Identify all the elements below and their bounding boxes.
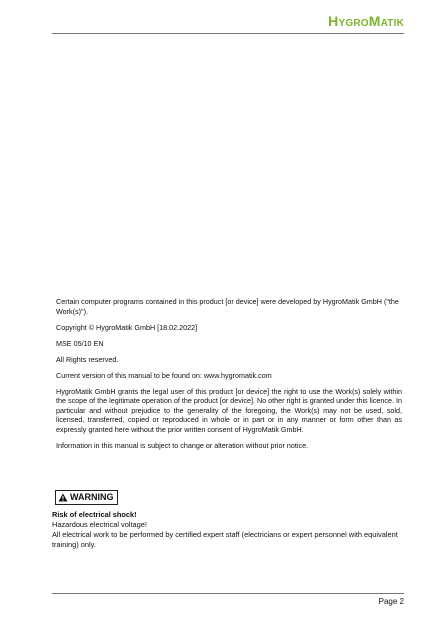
hygromatik-logo bbox=[328, 12, 404, 33]
paragraph-copyright-intro: Certain computer programs contained in this product [or device] were developed by HygroMatik GmbH ("the Work(s)"). bbox=[56, 297, 399, 316]
warning-title: Risk of electrical shock! bbox=[52, 510, 137, 519]
paragraph-current-version: Current version of this manual to be found on: www.hygromatik.com bbox=[56, 370, 272, 380]
legal-text-block bbox=[56, 297, 402, 457]
paragraph-rights: All Rights reserved. bbox=[56, 354, 119, 364]
warning-label: WARNING bbox=[70, 492, 114, 502]
warning-badge bbox=[55, 490, 118, 505]
page-number: Page 2 bbox=[378, 597, 404, 606]
logo-letter-h: H bbox=[328, 13, 339, 29]
warning-description: All electrical work to be performed by certified expert staff (electricians or expert personnel with equivalent training) only. bbox=[52, 530, 398, 549]
warning-text-block bbox=[52, 510, 404, 550]
logo-letters-ygro: YGRO bbox=[338, 18, 369, 29]
paragraph-document-number: MSE 05/10 EN bbox=[56, 338, 104, 348]
paragraph-copyright: Copyright © HygroMatik GmbH [18.02.2022] bbox=[56, 322, 198, 332]
paragraph-change-notice: Information in this manual is subject to change or alteration without prior notice. bbox=[56, 440, 309, 450]
header-rule bbox=[52, 33, 404, 34]
footer-rule bbox=[52, 593, 404, 594]
logo-letters-atik: ATIK bbox=[380, 18, 404, 29]
paragraph-licence: HygroMatik GmbH grants the legal user of this product [or device] the right to use the Work(s) solely within the scope of the legitimate operation of the product [or device]. No other right is granted under this licence. In particular and without prejudice to the generality of the foregoing, the Work(s) may not be used, sold, licensed, transferred, copied or reproduced in whole or in part or in any manner or form other than as expressly granted here without the prior written consent of HygroMatik GmbH. bbox=[56, 386, 403, 434]
warning-triangle-icon bbox=[58, 493, 68, 502]
logo-letter-m: M bbox=[368, 13, 381, 29]
warning-subtitle: Hazardous electrical voltage! bbox=[52, 520, 147, 529]
